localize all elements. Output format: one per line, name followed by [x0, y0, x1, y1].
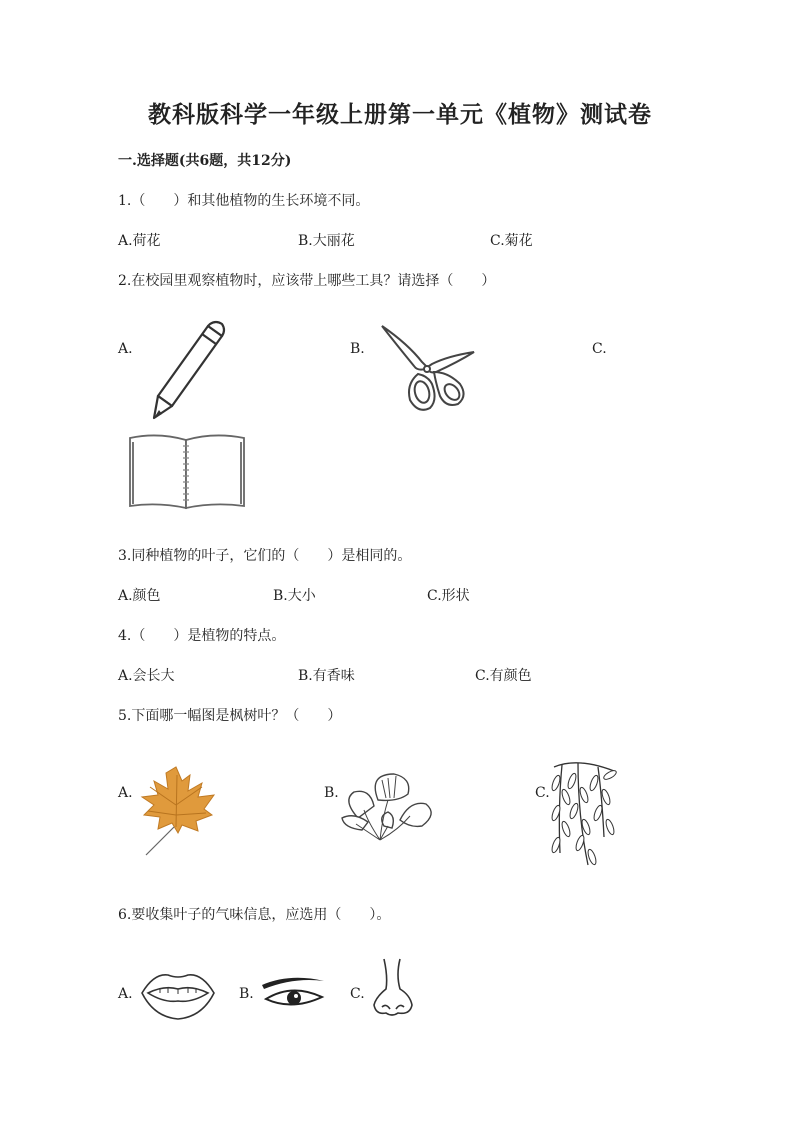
question-5-option-c[interactable]: C. — [535, 785, 550, 801]
question-3-option-b[interactable]: B.大小 — [273, 588, 316, 604]
question-3-option-c[interactable]: C.形状 — [427, 588, 470, 604]
mouth-icon — [140, 967, 216, 1021]
question-5-option-a[interactable]: A. — [118, 785, 133, 801]
willow-branch-icon — [548, 757, 620, 869]
nose-icon — [368, 957, 418, 1019]
question-5: 5.下面哪一幅图是枫树叶？（ ） — [118, 708, 342, 724]
question-6: 6.要收集叶子的气味信息，应选用（ ）。 — [118, 907, 391, 923]
question-1: 1.（ ）和其他植物的生长环境不同。 — [118, 193, 370, 209]
question-1-option-b[interactable]: B.大丽花 — [298, 233, 355, 249]
question-4-option-c[interactable]: C.有颜色 — [475, 668, 532, 684]
question-2-option-c[interactable]: C. — [592, 341, 607, 357]
question-5-option-b[interactable]: B. — [324, 785, 339, 801]
question-4: 4.（ ）是植物的特点。 — [118, 628, 286, 644]
question-2-option-b[interactable]: B. — [350, 341, 365, 357]
question-1-option-a[interactable]: A.荷花 — [118, 233, 161, 249]
notebook-icon — [128, 432, 246, 510]
section-heading: 一.选择题(共6题，共12分) — [118, 153, 292, 169]
question-4-option-a[interactable]: A.会长大 — [118, 668, 175, 684]
pencil-icon — [150, 320, 230, 422]
ginkgo-leaf-icon — [338, 770, 440, 844]
page-title: 教科版科学一年级上册第一单元《植物》测试卷 — [148, 101, 652, 128]
question-1-option-c[interactable]: C.菊花 — [490, 233, 533, 249]
scissors-icon — [378, 322, 478, 416]
question-6-option-a[interactable]: A. — [118, 986, 133, 1002]
question-4-option-b[interactable]: B.有香味 — [298, 668, 355, 684]
question-3: 3.同种植物的叶子，它们的（ ）是相同的。 — [118, 548, 412, 564]
question-2-option-a[interactable]: A. — [118, 341, 133, 357]
question-3-option-a[interactable]: A.颜色 — [118, 588, 161, 604]
question-6-option-b[interactable]: B. — [239, 986, 254, 1002]
maple-leaf-icon — [140, 765, 218, 857]
question-6-option-c[interactable]: C. — [350, 986, 365, 1002]
question-2: 2.在校园里观察植物时，应该带上哪些工具？请选择（ ） — [118, 273, 496, 289]
eye-icon — [260, 975, 326, 1015]
